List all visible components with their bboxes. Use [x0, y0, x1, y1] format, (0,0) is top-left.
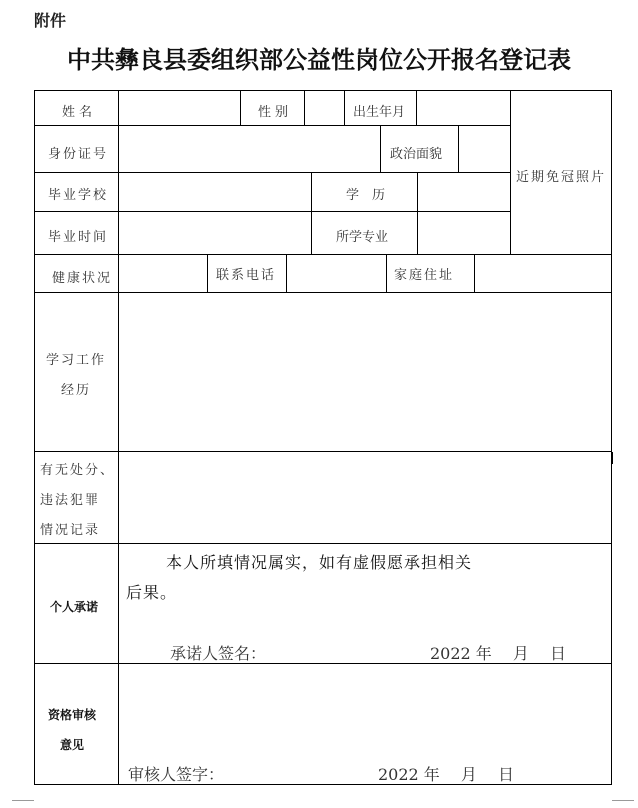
record-label-line3: 情况记录: [40, 523, 101, 538]
pledge-text-line2: 后果。: [126, 583, 178, 602]
pledge-text-line1: 本人所填情况属实，如有虚假愿承担相关: [166, 553, 473, 572]
pledge-label: 个人承诺: [50, 600, 99, 614]
col-divider: [207, 254, 208, 292]
education-field[interactable]: [418, 173, 509, 210]
id-number-field[interactable]: [119, 126, 379, 171]
experience-field[interactable]: [119, 293, 611, 450]
col-divider: [386, 254, 387, 292]
record-label-line2: 违法犯罪: [40, 493, 101, 508]
experience-label-line1: 学习工作: [46, 353, 107, 368]
form-title: 中共彝良县委组织部公益性岗位公开报名登记表: [67, 45, 571, 74]
education-label: 学 历: [346, 188, 386, 203]
experience-label-line2: 经历: [60, 383, 91, 398]
record-label-line1: 有无处分、: [40, 463, 116, 478]
birth-label: 出生年月: [353, 105, 406, 120]
major-label: 所学专业: [336, 230, 389, 245]
attachment-label: 附件: [34, 11, 67, 30]
review-field[interactable]: [119, 664, 611, 754]
address-label: 家庭住址: [394, 268, 455, 283]
major-field[interactable]: [418, 212, 509, 253]
school-field[interactable]: [119, 173, 310, 210]
address-field[interactable]: [475, 255, 611, 291]
name-label: 姓名: [62, 105, 97, 120]
name-field[interactable]: [119, 91, 239, 124]
phone-field[interactable]: [287, 255, 385, 291]
health-label: 健康状况: [52, 271, 113, 286]
health-field[interactable]: [119, 255, 206, 291]
col-divider: [311, 172, 312, 254]
photo-label: 近期免冠照片: [516, 170, 607, 185]
review-signature-label: 审核人签字：: [128, 765, 225, 784]
page-corner-mark: [612, 800, 634, 801]
review-label-line1: 资格审核: [48, 708, 97, 722]
birth-field[interactable]: [417, 91, 509, 124]
review-label: [48, 700, 96, 760]
page-corner-mark: [12, 800, 34, 801]
id-number-label: 身份证号: [48, 147, 109, 162]
school-label: 毕业学校: [48, 188, 109, 203]
pledge-signature-label: 承诺人签名：: [170, 644, 267, 663]
pledge-signature-field[interactable]: [270, 636, 420, 660]
political-status-field[interactable]: [459, 126, 509, 171]
photo-field[interactable]: [511, 91, 611, 253]
record-label: [40, 456, 115, 546]
review-date: 2022 年 月 日: [378, 765, 514, 784]
political-status-label: 政治面貌: [390, 147, 443, 162]
experience-label: [46, 346, 106, 406]
col-divider: [344, 90, 345, 125]
row-divider: [34, 543, 612, 544]
review-label-line2: 意见: [60, 738, 85, 752]
col-divider: [240, 90, 241, 125]
grad-time-label: 毕业时间: [48, 230, 109, 245]
gender-label: 性别: [258, 105, 293, 120]
col-divider: [380, 125, 381, 172]
pledge-date: 2022 年 月 日: [430, 644, 566, 663]
gender-field[interactable]: [305, 91, 343, 124]
record-field[interactable]: [119, 452, 611, 542]
edge-mark: [611, 452, 613, 464]
phone-label: 联系电话: [216, 268, 277, 283]
grad-time-field[interactable]: [119, 212, 310, 253]
